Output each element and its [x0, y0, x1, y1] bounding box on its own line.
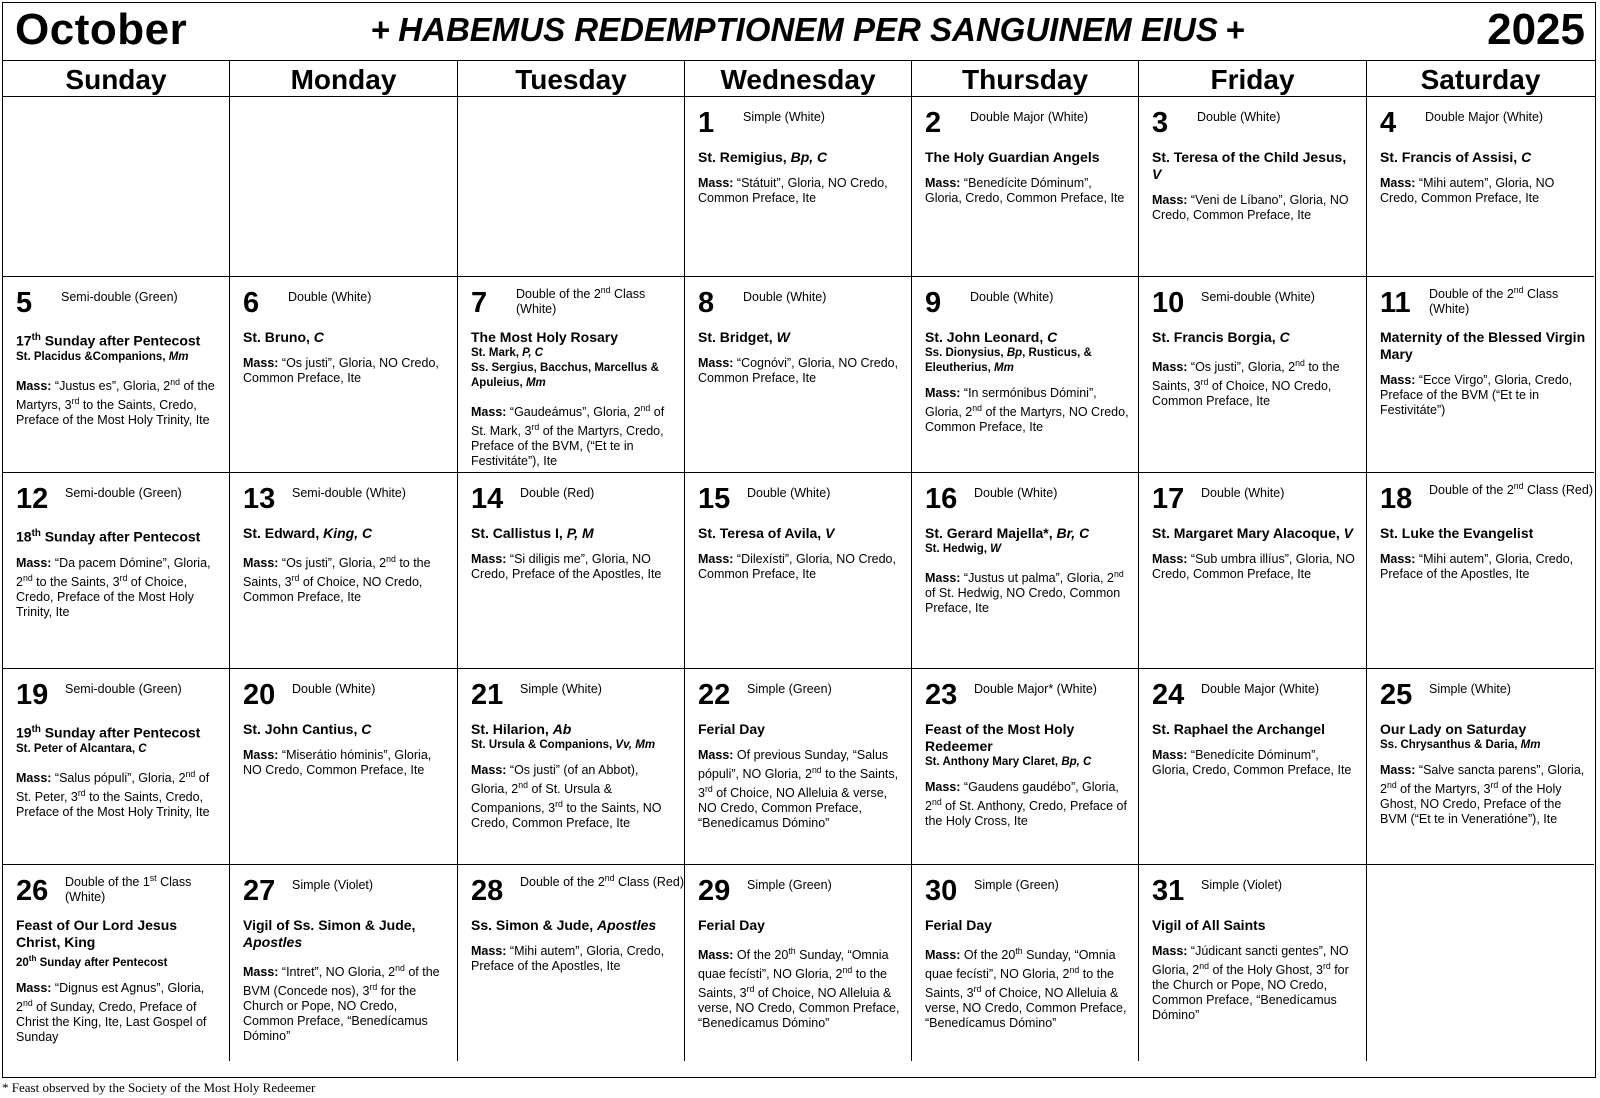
- mass-notes: Mass: “Salve sancta parens”, Gloria, 2nd of the Martyrs, 3rd of the Holy Ghost, NO Credo, Preface of the BVM (“Et te in Veneratióne”), Ite: [1380, 763, 1585, 827]
- liturgical-rank: Semi-double (White): [292, 486, 406, 500]
- liturgical-rank: Simple (White): [520, 682, 602, 696]
- day-entry: [16, 329, 221, 428]
- liturgical-rank: Double (White): [292, 682, 376, 696]
- day-cell-5: [3, 277, 230, 473]
- day-entry: [1152, 329, 1358, 409]
- day-cell-26: [3, 865, 230, 1061]
- day-cell-22: [685, 669, 912, 865]
- feast-title: Feast of the Most Holy Redeemer: [925, 721, 1075, 754]
- day-number: 29: [698, 875, 731, 907]
- mass-notes: Mass: “Os justi” (of an Abbot), Gloria, 2nd of St. Ursula & Companions, 3rd to the Saints, NO Credo, Common Preface, Ite: [471, 763, 662, 831]
- day-entry: [925, 525, 1130, 616]
- cross-icon: +: [1225, 11, 1246, 48]
- day-entry: [16, 525, 221, 620]
- liturgical-rank: Simple (Green): [974, 878, 1059, 892]
- feast-title: Maternity of the Blessed Virgin Mary: [1380, 329, 1586, 362]
- liturgical-rank: Semi-double (Green): [65, 486, 182, 500]
- day-entry: [698, 149, 903, 206]
- day-cell-31: [1139, 865, 1367, 1061]
- day-entry: [471, 329, 676, 469]
- day-number: 13: [243, 483, 276, 515]
- feast-title: St. Bruno, C: [243, 329, 324, 345]
- day-number: 19: [16, 679, 49, 711]
- mass-notes: Mass: “Cognóvi”, Gloria, NO Credo, Common Preface, Ite: [698, 356, 899, 385]
- day-number: 28: [471, 875, 504, 907]
- commemoration: St. Anthony Mary Claret, Bp, C: [925, 756, 1092, 768]
- mass-notes: Mass: Of the 20th Sunday, “Omnia quae fecísti”, NO Gloria, 2nd to the Saints, 3rd of Choice, NO Alleluia & verse, NO Credo, Common Preface, “Benedícamus Dómino”: [925, 946, 1127, 1031]
- day-cell-17: [1139, 473, 1367, 669]
- day-cell-18: [1367, 473, 1594, 669]
- mass-notes: Mass: “Salus pópuli”, Gloria, 2nd of St. Peter, 3rd to the Saints, Credo, Preface of the Most Holy Trinity, Ite: [16, 768, 210, 819]
- day-number: 31: [1152, 875, 1185, 907]
- liturgical-rank: Semi-double (Green): [65, 682, 182, 696]
- commemoration: St. Placidus &Companions, Mm: [16, 350, 189, 363]
- mass-notes: Mass: “Benedícite Dóminum”, Gloria, Credo, Common Preface, Ite: [925, 176, 1125, 205]
- feast-title: St. John Leonard, C: [925, 329, 1058, 345]
- day-cell-9: [912, 277, 1139, 473]
- liturgical-rank: Double (White): [1197, 110, 1281, 124]
- footnote: * Feast observed by the Society of the Most Holy Redeemer: [2, 1080, 316, 1095]
- day-entry: [1152, 721, 1358, 778]
- day-entry: [243, 721, 449, 778]
- day-entry: [471, 525, 676, 582]
- liturgical-rank: Double (White): [747, 486, 831, 500]
- mass-notes: Mass: “Veni de Líbano”, Gloria, NO Credo, Common Preface, Ite: [1152, 193, 1349, 222]
- day-cell-27: [230, 865, 458, 1061]
- liturgical-rank: Double Major (White): [970, 110, 1089, 124]
- day-cell-12: [3, 473, 230, 669]
- day-cell-7: [458, 277, 685, 473]
- day-entry: [925, 917, 1130, 1031]
- mass-notes: Mass: “Justus es”, Gloria, 2nd of the Martyrs, 3rd to the Saints, Credo, Preface of the Most Holy Trinity, Ite: [16, 376, 215, 427]
- feast-title: Ss. Simon & Jude, Apostles: [471, 917, 657, 933]
- motto-text: HABEMUS REDEMPTIONEM PER SANGUINEM EIUS: [398, 11, 1218, 48]
- liturgical-rank: Simple (Green): [747, 682, 832, 696]
- day-entry: [698, 329, 903, 386]
- liturgical-rank: Double Major (White): [1201, 682, 1320, 696]
- liturgical-rank: Double (White): [743, 290, 827, 304]
- liturgical-rank: Simple (Green): [747, 878, 832, 892]
- day-entry: [925, 721, 1130, 829]
- day-entry: [471, 917, 676, 974]
- mass-notes: Mass: “Dilexísti”, Gloria, NO Credo, Common Preface, Ite: [698, 552, 896, 581]
- day-cell-28: [458, 865, 685, 1061]
- mass-notes: Mass: Of the 20th Sunday, “Omnia quae fecísti”, NO Gloria, 2nd to the Saints, 3rd of Choice, NO Alleluia & verse, NO Credo, Common Preface, “Benedícamus Dómino”: [698, 946, 900, 1031]
- feast-title: St. John Cantius, C: [243, 721, 372, 737]
- day-entry: [698, 525, 903, 582]
- feast-title: Ferial Day: [925, 917, 992, 933]
- mass-notes: Mass: “Justus ut palma”, Gloria, 2nd of St. Hedwig, NO Credo, Common Preface, Ite: [925, 569, 1124, 616]
- day-number: 20: [243, 679, 276, 711]
- empty-day-cell: [3, 97, 230, 277]
- commemoration: Ss. Dionysius, Bp, Rusticus, & Eleutherius, Mm: [925, 347, 1092, 374]
- mass-notes: Mass: Of previous Sunday, “Salus pópuli”, NO Gloria, 2nd to the Saints, 3rd of Choice, NO Alleluia & verse, NO Credo, Common Preface, “Benedícamus Dómino”: [698, 748, 899, 831]
- liturgical-rank: Simple (White): [1429, 682, 1511, 696]
- day-entry: [243, 525, 449, 605]
- liturgical-rank: Double of the 2nd Class (White): [516, 285, 646, 317]
- day-number: 21: [471, 679, 504, 711]
- day-entry: [1152, 149, 1358, 223]
- feast-title: St. Bridget, W: [698, 329, 790, 345]
- weekday-header-row: [3, 61, 1595, 97]
- feast-title: St. Callistus I, P, M: [471, 525, 594, 541]
- feast-title: St. Teresa of Avila, V: [698, 525, 835, 541]
- mass-notes: Mass: “Intret”, NO Gloria, 2nd of the BVM (Concede nos), 3rd for the Church or Pope, NO Credo, Common Preface, “Benedícamus Dómino”: [243, 963, 440, 1044]
- commemoration: Ss. Sergius, Bacchus, Marcellus & Apuleius, Mm: [471, 362, 659, 389]
- day-cell-30: [912, 865, 1139, 1061]
- mass-notes: Mass: “Si diligis me”, Gloria, NO Credo, Preface of the Apostles, Ite: [471, 552, 662, 581]
- liturgical-rank: Semi-double (Green): [61, 290, 178, 304]
- cross-icon: +: [371, 11, 391, 48]
- liturgical-rank: Double of the 2nd Class (Red): [520, 873, 684, 890]
- day-entry: [1380, 721, 1586, 827]
- day-cell-25: [1367, 669, 1594, 865]
- day-number: 4: [1380, 107, 1397, 139]
- day-cell-24: [1139, 669, 1367, 865]
- day-number: 9: [925, 287, 942, 319]
- day-cell-21: [458, 669, 685, 865]
- day-number: 6: [243, 287, 260, 319]
- mass-notes: Mass: “Mihi autem”, Gloria, NO Credo, Common Preface, Ite: [1380, 176, 1555, 205]
- day-entry: [16, 721, 221, 820]
- day-number: 11: [1380, 287, 1411, 319]
- feast-title: The Most Holy Rosary: [471, 329, 619, 345]
- day-number: 8: [698, 287, 715, 319]
- weekday-friday: Friday: [1139, 61, 1367, 96]
- mass-notes: Mass: “Dignus est Agnus”, Gloria, 2nd of Sunday, Credo, Preface of Christ the King, Ite, Last Gospel of Sunday: [16, 980, 207, 1044]
- calendar-header: [3, 3, 1595, 61]
- day-cell-8: [685, 277, 912, 473]
- day-entry: [1380, 525, 1586, 582]
- day-number: 25: [1380, 679, 1413, 711]
- mass-notes: Mass: “Gaudens gaudébo”, Gloria, 2nd of St. Anthony, Credo, Preface of the Holy Cross, Ite: [925, 780, 1127, 829]
- feast-title: Feast of Our Lord Jesus Christ, King: [16, 917, 178, 950]
- commemoration: St. Mark, P, C: [471, 347, 544, 359]
- commemoration: 20th Sunday after Pentecost: [16, 954, 168, 969]
- feast-title: Our Lady on Saturday: [1380, 721, 1527, 737]
- year-title: 2025: [1487, 5, 1585, 54]
- day-cell-2: [912, 97, 1139, 277]
- day-number: 22: [698, 679, 731, 711]
- day-number: 7: [471, 287, 488, 319]
- feast-title: St. Gerard Majella*, Br, C: [925, 525, 1090, 541]
- liturgical-rank: Double of the 2nd Class (Red): [1429, 481, 1593, 498]
- commemoration: St. Peter of Alcantara, C: [16, 742, 147, 755]
- day-entry: [471, 721, 676, 831]
- day-number: 26: [16, 875, 49, 907]
- liturgical-rank: Double of the 2nd Class (White): [1429, 285, 1559, 317]
- mass-notes: Mass: “Os justi”, Gloria, 2nd to the Saints, 3rd of Choice, NO Credo, Common Preface, Ite: [1152, 358, 1340, 409]
- mass-notes: Mass: “Júdicant sancti gentes”, NO Gloria, 2nd of the Holy Ghost, 3rd for the Church or Pope, NO Credo, Common Preface, “Benedícamus Dómino”: [1152, 944, 1349, 1023]
- mass-notes: Mass: “Státuit”, Gloria, NO Credo, Common Preface, Ite: [698, 176, 888, 205]
- mass-notes: Mass: “Gaudeámus”, Gloria, 2nd of St. Mark, 3rd of the Martyrs, Credo, Preface of the BVM, (“Et te in Festivitáte”), Ite: [471, 403, 665, 469]
- day-entry: [1380, 149, 1586, 206]
- day-entry: [243, 917, 449, 1044]
- feast-title: St. Edward, King, C: [243, 525, 373, 541]
- feast-title: The Holy Guardian Angels: [925, 149, 1100, 165]
- mass-notes: Mass: “In sermónibus Dómini”, Gloria, 2nd of the Martyrs, NO Credo, Common Preface, Ite: [925, 386, 1129, 435]
- day-number: 10: [1152, 287, 1185, 319]
- empty-day-cell: [458, 97, 685, 277]
- day-number: 24: [1152, 679, 1185, 711]
- day-entry: [925, 329, 1130, 435]
- liturgical-rank: Simple (Violet): [292, 878, 374, 892]
- weekday-sunday: Sunday: [3, 61, 230, 96]
- day-number: 18: [1380, 483, 1413, 515]
- calendar: [2, 2, 1596, 1078]
- weekday-thursday: Thursday: [912, 61, 1139, 96]
- feast-title: St. Francis of Assisi, C: [1380, 149, 1532, 165]
- liturgical-rank: Double (Red): [520, 486, 595, 500]
- weekday-wednesday: Wednesday: [685, 61, 912, 96]
- feast-title: St. Margaret Mary Alacoque, V: [1152, 525, 1353, 541]
- liturgical-rank: Double of the 1st Class (White): [65, 873, 192, 905]
- calendar-grid: [3, 97, 1595, 1077]
- mass-notes: Mass: “Miserátio hóminis”, Gloria, NO Credo, Common Preface, Ite: [243, 748, 432, 777]
- day-number: 12: [16, 483, 49, 515]
- day-number: 17: [1152, 483, 1185, 515]
- mass-notes: Mass: “Da pacem Dómine”, Gloria, 2nd to the Saints, 3rd of Choice, Credo, Preface of the Most Holy Trinity, Ite: [16, 555, 211, 619]
- commemoration: Ss. Chrysanthus & Daria, Mm: [1380, 739, 1541, 751]
- day-number: 1: [698, 107, 715, 139]
- liturgical-rank: Double Major (White): [1425, 110, 1544, 124]
- day-entry: [925, 149, 1130, 206]
- liturgical-rank: Double (White): [288, 290, 372, 304]
- day-cell-13: [230, 473, 458, 669]
- day-number: 2: [925, 107, 942, 139]
- feast-title: 17th Sunday after Pentecost: [16, 332, 201, 349]
- commemoration: St. Ursula & Companions, Vv, Mm: [471, 739, 656, 751]
- day-number: 5: [16, 287, 33, 319]
- feast-title: Ferial Day: [698, 917, 765, 933]
- feast-title: St. Luke the Evangelist: [1380, 525, 1534, 541]
- day-number: 27: [243, 875, 276, 907]
- mass-notes: Mass: “Os justi”, Gloria, 2nd to the Saints, 3rd of Choice, NO Credo, Common Preface, Ite: [243, 554, 431, 605]
- day-cell-16: [912, 473, 1139, 669]
- liturgical-rank: Double Major* (White): [974, 682, 1097, 696]
- day-entry: [1152, 525, 1358, 582]
- motto-banner: [363, 11, 1253, 49]
- mass-notes: Mass: “Mihi autem”, Gloria, Credo, Preface of the Apostles, Ite: [1380, 552, 1574, 581]
- feast-title: St. Teresa of the Child Jesus, V: [1152, 149, 1347, 182]
- day-cell-10: [1139, 277, 1367, 473]
- mass-notes: Mass: “Ecce Virgo”, Gloria, Credo, Preface of the BVM (“Et te in Festivitáte”): [1380, 373, 1573, 417]
- day-number: 16: [925, 483, 958, 515]
- liturgical-rank: Simple (Violet): [1201, 878, 1283, 892]
- day-number: 3: [1152, 107, 1169, 139]
- mass-notes: Mass: “Benedícite Dóminum”, Gloria, Credo, Common Preface, Ite: [1152, 748, 1352, 777]
- day-entry: [1380, 329, 1586, 418]
- day-entry: [243, 329, 449, 386]
- day-cell-3: [1139, 97, 1367, 277]
- feast-title: Ferial Day: [698, 721, 765, 737]
- liturgical-rank: Double (White): [974, 486, 1058, 500]
- commemoration: St. Hedwig, W: [925, 543, 1002, 555]
- day-number: 23: [925, 679, 958, 711]
- day-cell-14: [458, 473, 685, 669]
- liturgical-rank: Semi-double (White): [1201, 290, 1315, 304]
- feast-title: St. Francis Borgia, C: [1152, 329, 1290, 345]
- day-cell-6: [230, 277, 458, 473]
- liturgical-rank: Simple (White): [743, 110, 825, 124]
- day-number: 15: [698, 483, 731, 515]
- liturgical-rank: Double (White): [970, 290, 1054, 304]
- feast-title: 19th Sunday after Pentecost: [16, 724, 201, 741]
- month-title: October: [15, 5, 188, 54]
- feast-title: St. Remigius, Bp, C: [698, 149, 828, 165]
- feast-title: Vigil of All Saints: [1152, 917, 1266, 933]
- day-cell-19: [3, 669, 230, 865]
- day-entry: [16, 917, 221, 1045]
- empty-day-cell: [1367, 865, 1594, 1061]
- day-cell-29: [685, 865, 912, 1061]
- day-cell-15: [685, 473, 912, 669]
- day-entry: [698, 721, 903, 831]
- day-cell-23: [912, 669, 1139, 865]
- mass-notes: Mass: “Sub umbra illíus”, Gloria, NO Credo, Common Preface, Ite: [1152, 552, 1355, 581]
- feast-title: 18th Sunday after Pentecost: [16, 528, 201, 545]
- day-cell-11: [1367, 277, 1594, 473]
- day-number: 30: [925, 875, 958, 907]
- day-number: 14: [471, 483, 504, 515]
- day-entry: [698, 917, 903, 1031]
- liturgical-rank: Double (White): [1201, 486, 1285, 500]
- mass-notes: Mass: “Mihi autem”, Gloria, Credo, Preface of the Apostles, Ite: [471, 944, 665, 973]
- feast-title: Vigil of Ss. Simon & Jude, Apostles: [243, 917, 416, 950]
- feast-title: St. Hilarion, Ab: [471, 721, 572, 737]
- mass-notes: Mass: “Os justi”, Gloria, NO Credo, Common Preface, Ite: [243, 356, 439, 385]
- weekday-monday: Monday: [230, 61, 458, 96]
- empty-day-cell: [230, 97, 458, 277]
- day-cell-20: [230, 669, 458, 865]
- day-entry: [1152, 917, 1358, 1023]
- feast-title: St. Raphael the Archangel: [1152, 721, 1325, 737]
- weekday-saturday: Saturday: [1420, 64, 1541, 95]
- day-cell-4: [1367, 97, 1594, 277]
- weekday-tuesday: Tuesday: [458, 61, 685, 96]
- day-cell-1: [685, 97, 912, 277]
